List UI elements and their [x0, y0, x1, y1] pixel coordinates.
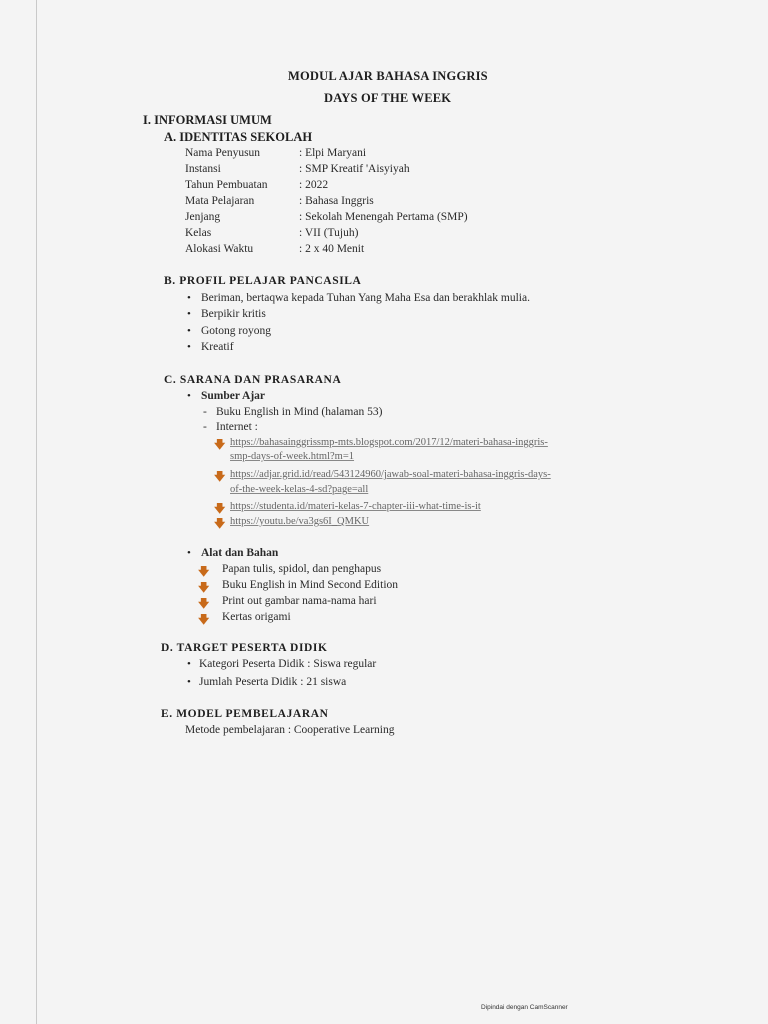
identity-label: Jenjang: [185, 211, 221, 223]
sumber-ajar-label: Sumber Ajar: [201, 390, 265, 402]
identity-label: Kelas: [185, 227, 212, 239]
identity-value: : 2 x 40 Menit: [299, 243, 365, 255]
doc-title-line1: MODUL AJAR BAHASA INGGRIS: [288, 69, 488, 83]
arrow-bullet-icon: 🡇: [198, 614, 210, 626]
section-heading-informasi-umum: I. INFORMASI UMUM: [143, 113, 272, 127]
identity-label: Tahun Pembuatan: [185, 179, 268, 191]
bullet-icon: •: [187, 658, 191, 670]
arrow-bullet-icon: 🡇: [214, 439, 226, 451]
bullet-icon: •: [187, 308, 191, 320]
arrow-bullet-icon: 🡇: [214, 471, 226, 483]
list-item: Buku English in Mind Second Edition: [222, 579, 399, 591]
list-item: Kategori Peserta Didik : Siswa regular: [199, 658, 377, 670]
subsection-heading-profil: B. PROFIL PELAJAR PANCASILA: [164, 275, 362, 287]
bullet-icon: •: [187, 547, 191, 559]
subsection-heading-target: D. TARGET PESERTA DIDIK: [161, 642, 328, 654]
list-item: Jumlah Peserta Didik : 21 siswa: [199, 676, 347, 688]
alat-bahan-label: Alat dan Bahan: [201, 547, 279, 559]
list-item: Berpikir kritis: [201, 308, 266, 320]
subsection-heading-identitas: A. IDENTITAS SEKOLAH: [164, 130, 313, 144]
list-item: Internet :: [216, 421, 258, 433]
list-item: Gotong royong: [201, 325, 271, 337]
identity-label: Instansi: [185, 163, 221, 175]
reference-link[interactable]: https://youtu.be/va3gs6I_QMKU: [230, 516, 370, 527]
dash-icon: -: [203, 421, 207, 433]
list-item: Buku English in Mind (halaman 53): [216, 406, 383, 418]
identity-value: : Elpi Maryani: [299, 147, 367, 159]
reference-link[interactable]: https://studenta.id/materi-kelas-7-chapter-iii-what-time-is-it: [230, 501, 481, 512]
model-text: Metode pembelajaran : Cooperative Learning: [185, 724, 395, 736]
identity-value: : Sekolah Menengah Pertama (SMP): [299, 211, 468, 223]
list-item: Kertas origami: [222, 611, 291, 623]
arrow-bullet-icon: 🡇: [198, 566, 210, 578]
identity-label: Mata Pelajaran: [185, 195, 255, 207]
bullet-icon: •: [187, 325, 191, 337]
identity-label: Alokasi Waktu: [185, 243, 254, 255]
list-item: Kreatif: [201, 341, 234, 353]
list-item: Papan tulis, spidol, dan penghapus: [222, 563, 382, 575]
bullet-icon: •: [187, 676, 191, 688]
reference-link[interactable]: of-the-week-kelas-4-sd?page=all: [230, 484, 369, 495]
identity-value: : SMP Kreatif 'Aisyiyah: [299, 163, 410, 175]
arrow-bullet-icon: 🡇: [214, 503, 226, 515]
bullet-icon: •: [187, 341, 191, 353]
arrow-bullet-icon: 🡇: [198, 582, 210, 594]
reference-link[interactable]: smp-days-of-week.html?m=1: [230, 451, 355, 462]
identity-value: : Bahasa Inggris: [299, 195, 374, 207]
reference-link[interactable]: https://adjar.grid.id/read/543124960/jawab-soal-materi-bahasa-inggris-days-: [230, 469, 551, 480]
subsection-heading-model: E. MODEL PEMBELAJARAN: [161, 708, 329, 720]
list-item: Beriman, bertaqwa kepada Tuhan Yang Maha Esa dan berakhlak mulia.: [201, 292, 530, 304]
reference-link[interactable]: https://bahasainggrissmp-mts.blogspot.com/2017/12/materi-bahasa-inggris-: [230, 437, 548, 448]
identity-label: Nama Penyusun: [185, 147, 261, 159]
bullet-icon: •: [187, 292, 191, 304]
identity-value: : VII (Tujuh): [299, 227, 359, 239]
bullet-icon: •: [187, 390, 191, 402]
identity-value: : 2022: [299, 179, 329, 191]
list-item: Print out gambar nama-nama hari: [222, 595, 377, 607]
subsection-heading-sarana: C. SARANA DAN PRASARANA: [164, 374, 342, 386]
arrow-bullet-icon: 🡇: [198, 598, 210, 610]
scanner-footer: Dipindai dengan CamScanner: [481, 1004, 568, 1011]
doc-title-line2: DAYS OF THE WEEK: [324, 91, 452, 105]
dash-icon: -: [203, 406, 207, 418]
arrow-bullet-icon: 🡇: [214, 518, 226, 530]
